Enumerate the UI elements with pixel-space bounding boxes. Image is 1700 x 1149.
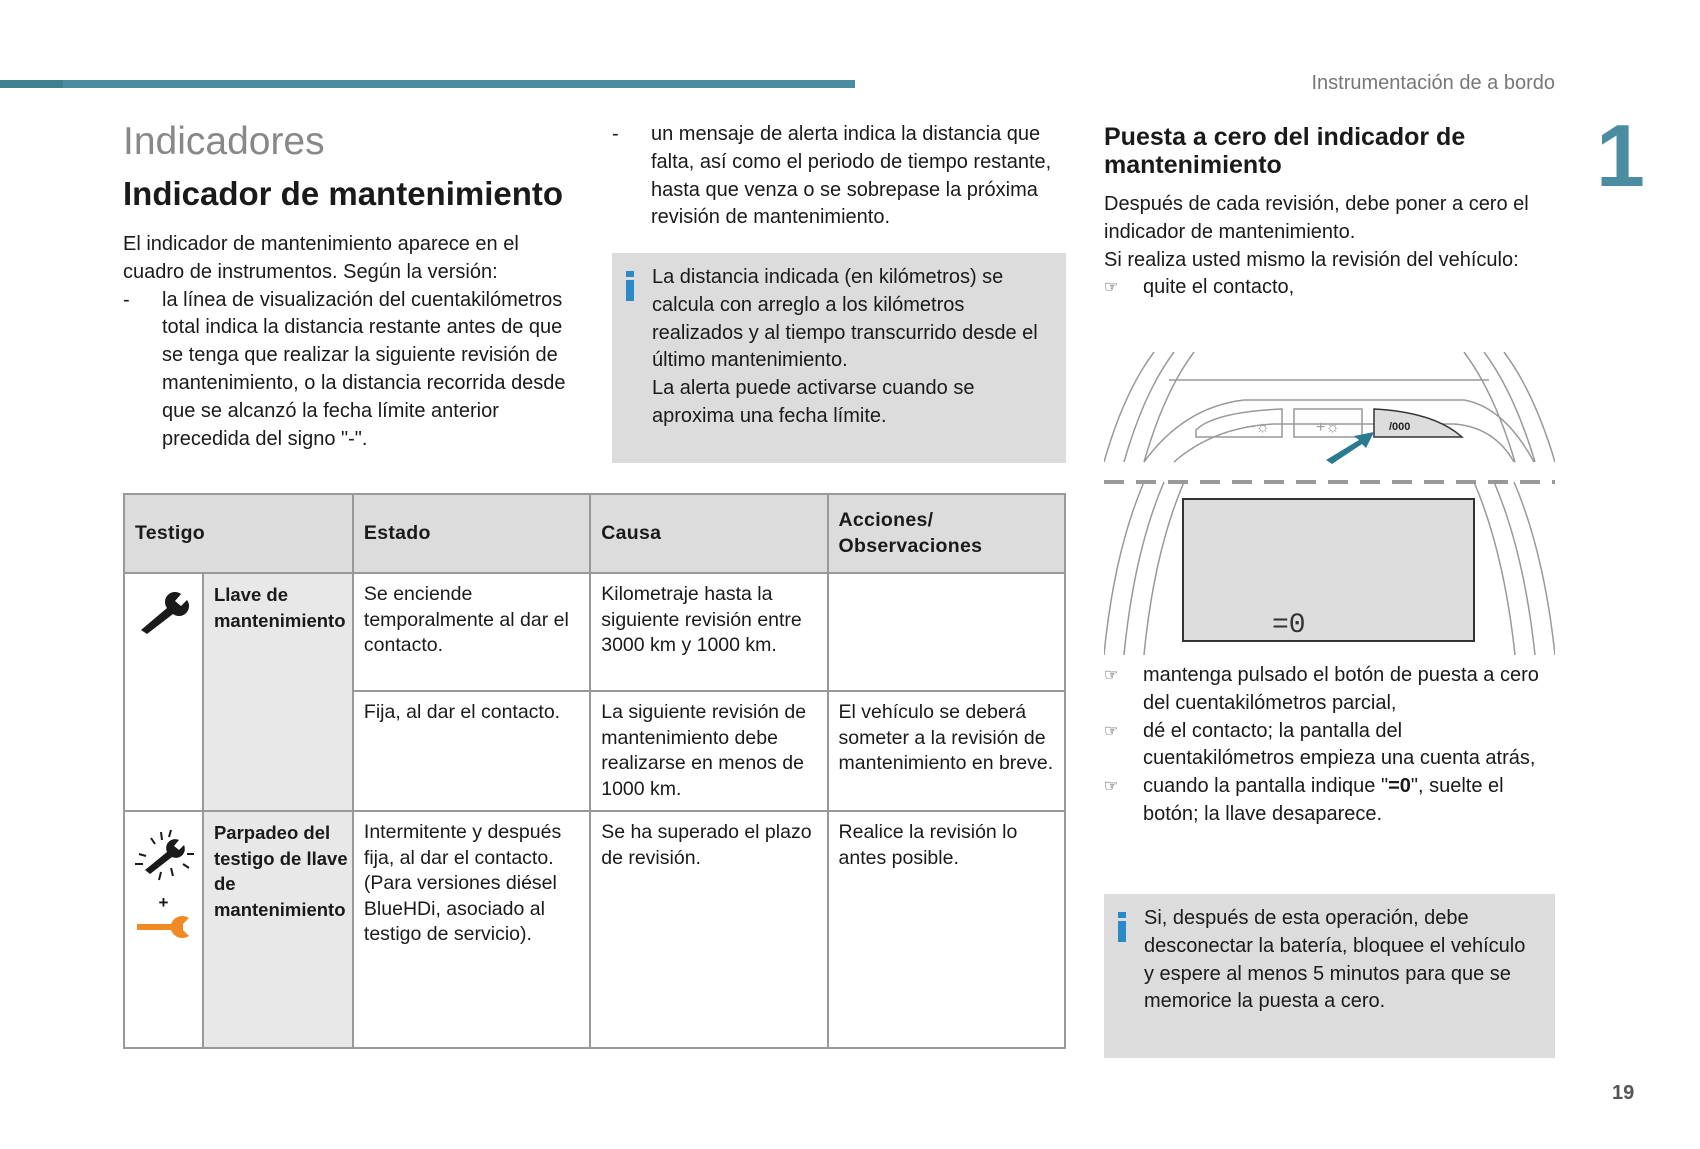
header-bar: [0, 80, 855, 88]
page-title: Indicadores: [123, 120, 325, 163]
hand-pointer-icon: ☞: [1104, 722, 1119, 740]
info-icon: [1118, 912, 1126, 942]
orange-wrench-icon: [133, 914, 193, 940]
reset-heading: Puesta a cero del indicador de mantenimiento: [1104, 123, 1466, 179]
reset-steps: [1104, 662, 1555, 829]
list-item: ☞ dé el contacto; la pantalla del cuentakilómetros empieza una cuenta atrás,: [1104, 718, 1555, 774]
instrument-cluster-figure: [1104, 352, 1555, 655]
hand-pointer-icon: ☞: [1104, 667, 1119, 684]
chapter-number: 1: [1596, 106, 1645, 205]
section-heading: Indicador de mantenimiento: [123, 175, 564, 212]
flashing-wrench-icon: [131, 824, 195, 884]
svg-text:+☼: +☼: [1315, 419, 1341, 436]
table-row: + Parpadeo del testigo de llave de mantenimiento Intermitente y después fija, al dar el contacto. (Para versiones diésel BlueHDi, asociado al testigo de servicio). Se ha superado el plazo de revisión. Realice la revisión lo antes posible.: [124, 811, 1065, 1048]
section-title: Instrumentación de a bordo: [1311, 72, 1555, 94]
info-box: La distancia indicada (en kilómetros) se calcula con arreglo a los kilómetros realizados y al tiempo transcurrido desde el último mantenimiento. La alerta puede activarse cuando se aproxima una fecha límite.: [612, 253, 1066, 463]
gauge-arc-right: [1464, 352, 1555, 462]
gauge-arc-left: [1104, 352, 1194, 462]
svg-text:/000: /000: [1389, 421, 1411, 433]
intro-text: El indicador de mantenimiento aparece en el cuadro de instrumentos. Según la versión:: [123, 233, 519, 283]
reset-button: [1374, 409, 1462, 437]
table-row: Llave de mantenimiento Se enciende temporalmente al dar el contacto. Kilometraje hasta la siguiente revisión entre 3000 km y 1000 km.: [124, 573, 1065, 691]
list-item: ☞ mantenga pulsado el botón de puesta a cero del cuentakilómetros parcial,: [1104, 662, 1555, 718]
table-row: Fija, al dar el contacto. La siguiente revisión de mantenimiento debe realizarse en menos de 1000 km. El vehículo se deberá someter a la revisión de mantenimiento en breve.: [124, 691, 1065, 811]
svg-text:=0: =0: [1272, 610, 1306, 641]
table-header: Testigo Estado Causa Acciones/ Observaciones: [124, 494, 1065, 573]
wrench-icon: [124, 573, 203, 811]
hand-pointer-icon: ☞: [1104, 279, 1119, 297]
middle-column: [612, 121, 1066, 232]
list-item: - la línea de visualización del cuentakilómetros total indica la distancia restante antes de que se tenga que realizar la siguiente revisión de mantenimiento, o la distancia recorrida desde que se alcanzó la fecha límite anterior precedida del signo "-".: [123, 288, 566, 450]
intro-column: [123, 231, 578, 453]
info-icon: [626, 271, 634, 301]
svg-text:−☼: −☼: [1245, 419, 1271, 436]
hand-pointer-icon: ☞: [1104, 778, 1119, 796]
list-item: ☞ cuando la pantalla indique "=0", suelte el botón; la llave desaparece.: [1104, 773, 1555, 829]
info-box: Si, después de esta operación, debe desconectar la batería, bloquee el vehículo y espere al menos 5 minutos para que se memorice la puesta a cero.: [1104, 894, 1555, 1058]
display-screen: [1183, 499, 1474, 641]
page-number: 19: [1612, 1082, 1635, 1104]
reset-column: Puesta a cero del indicador de mantenimiento Después de cada revisión, debe poner a cero el indicador de mantenimiento. Si realiza usted mismo la revisión del vehículo: ☞ quite el contacto,: [1104, 123, 1564, 302]
list-item: - un mensaje de alerta indica la distancia que falta, así como el periodo de tiempo restante, hasta que venza o se sobrepase la próxima revisión de mantenimiento.: [612, 123, 1052, 229]
maintenance-table: [123, 493, 1066, 1049]
list-item: ☞ quite el contacto,: [1104, 274, 1564, 302]
